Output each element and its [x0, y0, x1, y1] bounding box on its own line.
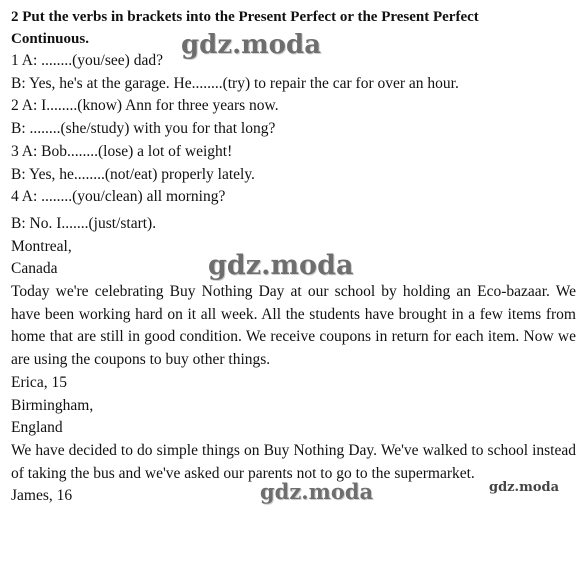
- dialogue-line: B: Yes, he........(not/eat) properly lately.: [11, 165, 255, 183]
- letter-1-text: Today we're celebrating Buy Nothing Day at our school by holding an Eco-bazaar. We have been working hard on it all week. All the students have brought in a few items from home that are still in good condition. We receive coupons in return for each item. Now we are using the coupons to buy other things.: [11, 283, 576, 369]
- letter-2-text: We have decided to do simple things on Buy Nothing Day. We've walked to school instead of taking the bus and we've asked our parents not to go to the supermarket.: [11, 441, 576, 482]
- letter-2-signature: James, 16: [11, 487, 73, 505]
- watermark-logo: gdz.moda: [489, 480, 560, 495]
- watermark-logo: gdz.moda: [181, 30, 322, 60]
- exercise-title-line-1: 2 Put the verbs in brackets into the Present Perfect or the Present Perfect: [11, 9, 479, 25]
- letter-1-country: Canada: [11, 260, 58, 278]
- dialogue-line: 1 A: ........(you/see) dad?: [11, 52, 163, 69]
- dialogue-line: B: No. I.......(just/start).: [11, 214, 157, 232]
- letter-1-city: Montreal,: [11, 237, 72, 255]
- dialogue-line: B: ........(she/study) with you for that long?: [11, 120, 276, 138]
- dialogue-line: B: Yes, he's at the garage. He........(try) to repair the car for over an hour.: [11, 74, 459, 92]
- dialogue-line: 3 A: Bob........(lose) a lot of weight!: [11, 142, 233, 160]
- watermark-logo: gdz.moda: [260, 479, 374, 504]
- exercise-title-line-2: Continuous.: [11, 31, 89, 47]
- letter-2-city: Birmingham,: [11, 396, 94, 414]
- letter-1-signature: Erica, 15: [11, 373, 67, 391]
- letter-2-country: England: [11, 419, 63, 437]
- watermark-logo: gdz.moda: [208, 250, 354, 281]
- dialogue-line: 4 A: ........(you/clean) all morning?: [11, 188, 226, 206]
- dialogue-line: 2 A: I........(know) Ann for three years now.: [11, 97, 279, 115]
